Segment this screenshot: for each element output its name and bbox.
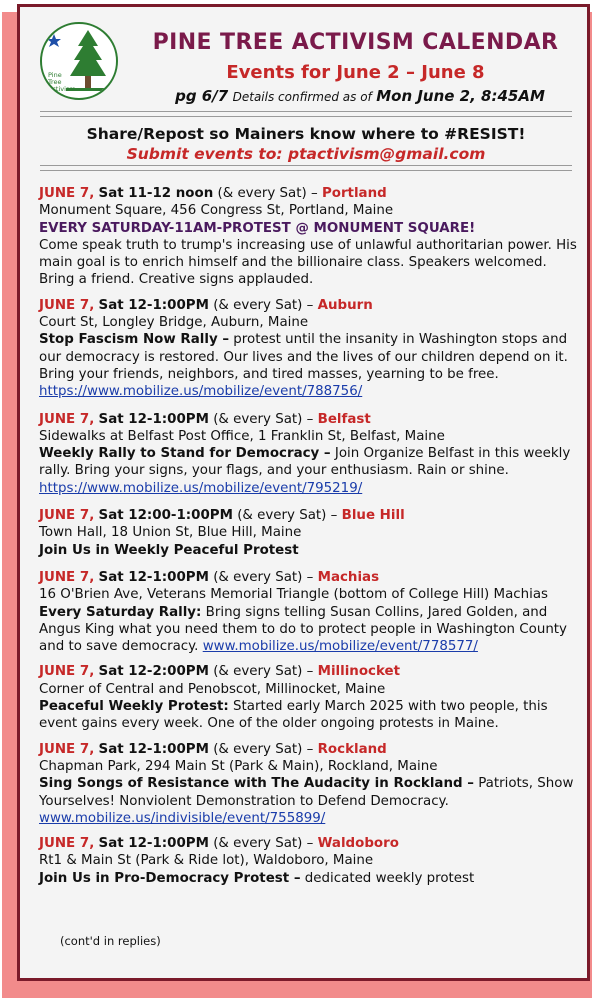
event-location: Town Hall, 18 Union St, Blue Hill, Maine: [39, 525, 302, 541]
event-description: Bring signs telling Susan Collins, Jared Golden, and Angus King what you need them to do to protect people in Washington County and to save democracy.: [39, 604, 567, 655]
event-recurrence: (& every Sat) –: [213, 836, 314, 852]
event-item: [39, 411, 584, 497]
event-headline: EVERY SATURDAY-11AM-PROTEST @ MONUMENT SQUARE!: [39, 220, 476, 236]
event-city: Blue Hill: [341, 508, 405, 524]
event-link[interactable]: https://www.mobilize.us/mobilize/event/795219/: [39, 480, 363, 496]
event-time: Sat 12-2:00PM: [98, 664, 209, 680]
event-item: [39, 507, 584, 559]
event-description: protest until the insanity in Washington stops and our democracy is restored. Our lives and the lives of our children depend on it. Bring your friends, neighbors, and tired masses, yearning to be free.: [39, 332, 568, 382]
event-description: Join Organize Belfast in this weekly rally. Bring your signs, your flags, and your enthusiasm. Rain or shine.: [39, 446, 571, 479]
event-time: Sat 12:00-1:00PM: [98, 508, 233, 524]
event-recurrence: (& every Sat) –: [213, 411, 314, 427]
event-headline: Every Saturday Rally:: [39, 604, 202, 620]
event-recurrence: (& every Sat) –: [237, 508, 338, 524]
event-time: Sat 12-1:00PM: [98, 836, 209, 852]
event-recurrence: (& every Sat) –: [213, 664, 314, 680]
event-city: Machias: [317, 569, 380, 585]
event-date: JUNE 7,: [39, 836, 95, 852]
event-date: JUNE 7,: [39, 411, 95, 427]
event-body: [39, 698, 584, 733]
event-city: Rockland: [317, 741, 387, 757]
event-body: [39, 775, 584, 827]
event-city: Auburn: [317, 297, 373, 313]
details-prefix: Details confirmed as of: [232, 90, 372, 104]
event-headline: Weekly Rally to Stand for Democracy –: [39, 446, 331, 462]
event-time: Sat 12-1:00PM: [98, 741, 209, 757]
event-header: [39, 663, 584, 680]
page-subtitle: Events for June 2 – June 8: [226, 62, 485, 83]
confirmed-time: Mon June 2, 8:45AM: [376, 87, 545, 105]
event-location: Chapman Park, 294 Main St (Park & Main), Rockland, Maine: [39, 758, 438, 774]
event-description: dedicated weekly protest: [304, 870, 475, 886]
event-date: JUNE 7,: [39, 569, 95, 585]
event-item: [39, 835, 584, 887]
event-body: [39, 445, 584, 497]
event-link[interactable]: www.mobilize.us/mobilize/event/778577/: [202, 639, 478, 655]
event-location: 16 O'Brien Ave, Veterans Memorial Triangle (bottom of College Hill) Machias: [39, 587, 549, 603]
event-headline: Stop Fascism Now Rally –: [39, 332, 230, 348]
event-location: Monument Square, 456 Congress St, Portland, Maine: [39, 203, 394, 219]
share-banner: Share/Repost so Mainers know where to #RESIST!: [86, 125, 526, 143]
star-icon: [47, 34, 61, 47]
event-header: [39, 411, 584, 428]
page-number: pg 6/7: [175, 87, 229, 105]
event-date: JUNE 7,: [39, 297, 95, 313]
event-date: JUNE 7,: [39, 664, 95, 680]
event-header: [39, 297, 584, 314]
event-header: [39, 741, 584, 758]
event-header: [39, 835, 584, 852]
event-list: [39, 185, 584, 895]
divider-top: [40, 111, 572, 117]
event-location: Corner of Central and Penobscot, Millinocket, Maine: [39, 681, 386, 697]
divider-bottom: [40, 165, 572, 171]
event-link[interactable]: www.mobilize.us/indivisible/event/755899/: [39, 810, 326, 826]
event-recurrence: (& every Sat) –: [213, 741, 314, 757]
event-header: [39, 185, 584, 202]
event-description: Come speak truth to trump's increasing use of unlawful authoritarian power. His main goal is to enrich himself and the billionaire class. Speakers welcomed. Bring a friend. Creative signs applauded.: [39, 237, 577, 288]
event-recurrence: (& every Sat) –: [217, 186, 318, 201]
event-location: Sidewalks at Belfast Post Office, 1 Franklin St, Belfast, Maine: [39, 428, 445, 444]
event-body: [39, 604, 584, 656]
event-body: [39, 331, 584, 400]
event-description: Patriots, Show Yourselves! Nonviolent Demonstration to Defend Democracy.: [39, 776, 574, 809]
event-headline: Join Us in Pro-Democracy Protest –: [39, 870, 301, 886]
page-title: PINE TREE ACTIVISM CALENDAR: [152, 30, 559, 55]
event-time: Sat 12-1:00PM: [98, 297, 209, 313]
event-item: [39, 663, 584, 732]
event-headline: Sing Songs of Resistance with The Audacity in Rockland –: [39, 776, 474, 792]
event-body: [39, 542, 584, 559]
event-time: Sat 12-1:00PM: [98, 569, 209, 585]
event-headline: Peaceful Weekly Protest:: [39, 699, 229, 715]
event-location: Rt1 & Main St (Park & Ride lot), Waldoboro, Maine: [39, 853, 374, 869]
event-item: [39, 297, 584, 401]
event-date: JUNE 7,: [39, 741, 95, 757]
event-item: [39, 185, 584, 289]
event-time: Sat 12-1:00PM: [98, 411, 209, 427]
event-city: Millinocket: [317, 664, 401, 680]
event-city: Waldoboro: [317, 836, 399, 852]
event-recurrence: (& every Sat) –: [213, 569, 314, 585]
logo-text: Pine Tree Activism: [48, 71, 76, 93]
event-date: JUNE 7,: [39, 186, 95, 201]
event-location: Court St, Longley Bridge, Auburn, Maine: [39, 315, 309, 331]
calendar-card: [17, 4, 590, 981]
event-headline: Join Us in Weekly Peaceful Protest: [39, 542, 299, 558]
event-item: [39, 569, 584, 655]
event-time: Sat 11-12 noon: [98, 186, 214, 201]
event-city: Portland: [321, 186, 387, 201]
event-city: Belfast: [317, 411, 371, 427]
submit-banner: Submit events to: ptactivism@gmail.com: [126, 145, 486, 163]
event-item: [39, 741, 584, 827]
event-header: [39, 507, 584, 524]
pine-tree-activism-logo: [40, 22, 118, 100]
event-link[interactable]: https://www.mobilize.us/mobilize/event/788756/: [39, 384, 363, 400]
event-description: Started early March 2025 with two people, this event gains every week. One of the older ongoing protests in Maine.: [39, 699, 548, 732]
event-recurrence: (& every Sat) –: [213, 297, 314, 313]
page-info: [140, 87, 580, 105]
event-body: [39, 870, 584, 887]
event-header: [39, 569, 584, 586]
continued-note: (cont'd in replies): [60, 934, 161, 948]
event-date: JUNE 7,: [39, 508, 95, 524]
